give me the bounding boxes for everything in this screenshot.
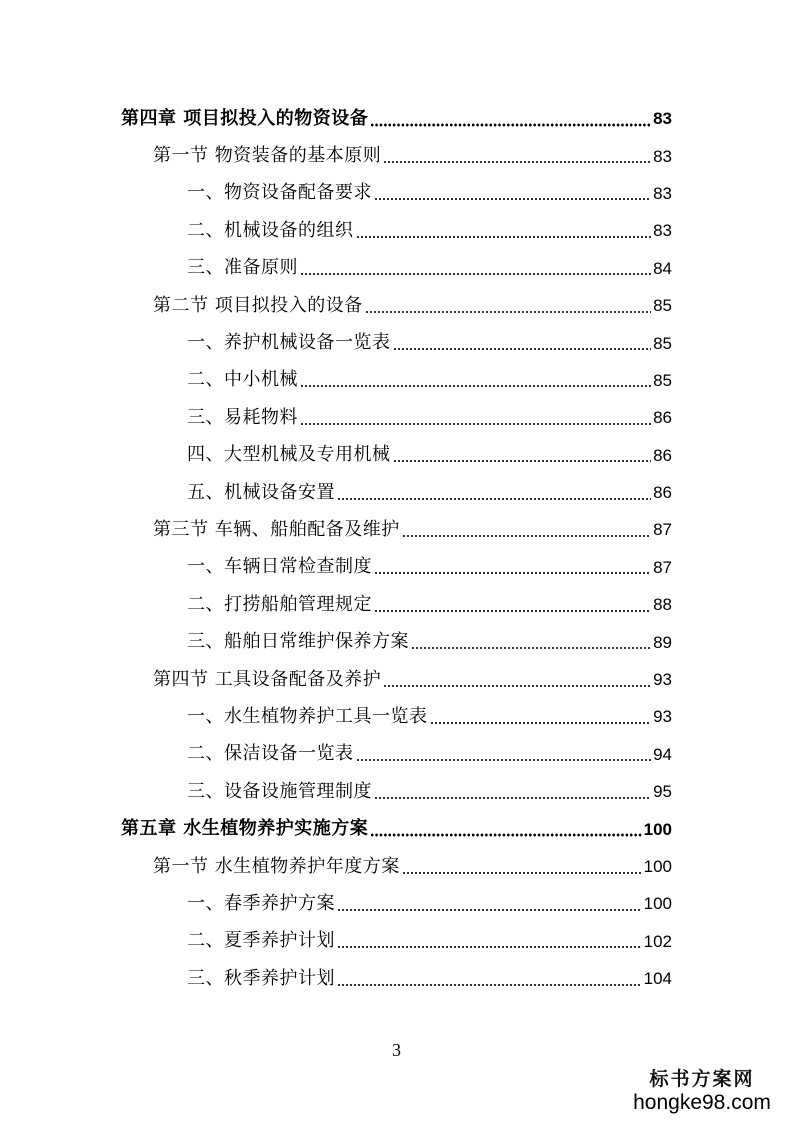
toc-entry[interactable] <box>0 698 793 735</box>
toc-entry-page: 86 <box>653 483 672 503</box>
toc-entry-title: 第一节 物资装备的基本原则 <box>153 145 382 167</box>
toc-dot-leader <box>402 871 642 875</box>
toc-entry-page: 88 <box>653 595 672 615</box>
toc-entry-page: 83 <box>653 146 672 166</box>
toc-entry[interactable] <box>0 324 793 361</box>
toc-entry[interactable] <box>0 736 793 773</box>
toc-dot-leader <box>370 833 641 837</box>
toc-entry-page: 86 <box>653 408 672 428</box>
toc-dot-leader <box>300 384 651 388</box>
toc-entry-title: 二、打捞船舶管理规定 <box>187 593 372 615</box>
toc-entry-page: 95 <box>653 782 672 802</box>
toc-entry-page: 100 <box>643 894 672 914</box>
toc-entry-title: 一、养护机械设备一览表 <box>187 332 391 354</box>
toc-dot-leader <box>393 459 652 463</box>
toc-dot-leader <box>374 197 651 201</box>
toc-dot-leader <box>300 272 651 276</box>
toc-entry[interactable] <box>0 885 793 922</box>
toc-entry[interactable] <box>0 661 793 698</box>
toc-entry-page: 85 <box>653 296 672 316</box>
toc-dot-leader <box>337 983 642 987</box>
toc-entry[interactable] <box>0 137 793 174</box>
toc-entry-page: 94 <box>653 744 672 764</box>
toc-entry-title: 第四章 项目拟投入的物资设备 <box>121 107 369 129</box>
toc-entry[interactable] <box>0 810 793 847</box>
toc-entry[interactable] <box>0 623 793 660</box>
toc-entry[interactable] <box>0 848 793 885</box>
toc-entry[interactable] <box>0 100 793 137</box>
toc-dot-leader <box>300 422 651 426</box>
toc-entry-page: 89 <box>653 632 672 652</box>
toc-entry-page: 85 <box>653 370 672 390</box>
toc-dot-leader <box>374 609 651 613</box>
toc-entry-page: 102 <box>643 931 672 951</box>
toc-entry-title: 三、设备设施管理制度 <box>187 780 372 802</box>
toc-dot-leader <box>430 721 652 725</box>
toc-entry-title: 三、船舶日常维护保养方案 <box>187 631 409 653</box>
toc-dot-leader <box>383 160 651 164</box>
toc-entry-page: 87 <box>653 557 672 577</box>
toc-entry[interactable] <box>0 586 793 623</box>
page-number: 3 <box>392 1040 401 1060</box>
toc-dot-leader <box>393 347 652 351</box>
toc-entry-title: 三、准备原则 <box>187 257 298 279</box>
toc-entry-page: 87 <box>653 520 672 540</box>
toc-entry[interactable] <box>0 399 793 436</box>
toc-entry-page: 86 <box>653 445 672 465</box>
toc-dot-leader <box>337 497 651 501</box>
toc-entry[interactable] <box>0 212 793 249</box>
toc-entry-title: 二、机械设备的组织 <box>187 219 354 241</box>
toc-dot-leader <box>337 908 642 912</box>
toc-dot-leader <box>374 571 651 575</box>
toc-entry[interactable] <box>0 474 793 511</box>
toc-entry-title: 一、春季养护方案 <box>187 892 335 914</box>
toc-dot-leader <box>411 646 651 650</box>
toc-entry-title: 二、夏季养护计划 <box>187 930 335 952</box>
table-of-contents <box>0 100 793 997</box>
toc-entry-page: 83 <box>653 109 672 129</box>
toc-entry[interactable] <box>0 250 793 287</box>
toc-entry-title: 三、秋季养护计划 <box>187 967 335 989</box>
toc-dot-leader <box>356 758 652 762</box>
toc-entry[interactable] <box>0 287 793 324</box>
toc-entry-title: 第三节 车辆、船舶配备及维护 <box>153 518 400 540</box>
watermark <box>627 1068 777 1114</box>
toc-dot-leader <box>383 684 651 688</box>
toc-entry-title: 二、保洁设备一览表 <box>187 743 354 765</box>
toc-entry[interactable] <box>0 511 793 548</box>
watermark-site-name: 标书方案网 <box>649 1068 755 1090</box>
toc-entry-title: 第一节 水生植物养护年度方案 <box>153 855 400 877</box>
toc-entry-title: 第二节 项目拟投入的设备 <box>153 294 363 316</box>
toc-entry-title: 三、易耗物料 <box>187 406 298 428</box>
toc-entry-title: 第四节 工具设备配备及养护 <box>153 668 382 690</box>
toc-entry-title: 一、水生植物养护工具一览表 <box>187 705 428 727</box>
toc-entry-page: 85 <box>653 333 672 353</box>
toc-entry-page: 93 <box>653 707 672 727</box>
toc-entry-title: 二、中小机械 <box>187 369 298 391</box>
toc-entry[interactable] <box>0 773 793 810</box>
toc-entry-title: 一、物资设备配备要求 <box>187 182 372 204</box>
toc-entry-title: 五、机械设备安置 <box>187 481 335 503</box>
toc-dot-leader <box>370 123 651 127</box>
toc-dot-leader <box>337 945 642 949</box>
toc-entry-page: 84 <box>653 258 672 278</box>
toc-entry-title: 第五章 水生植物养护实施方案 <box>121 818 369 840</box>
toc-entry-page: 100 <box>643 857 672 876</box>
toc-entry-page: 93 <box>653 670 672 690</box>
toc-entry-page: 104 <box>643 969 672 989</box>
toc-entry-page: 83 <box>653 183 672 203</box>
toc-dot-leader <box>374 796 651 800</box>
toc-entry[interactable] <box>0 960 793 997</box>
toc-dot-leader <box>402 534 651 538</box>
toc-entry-title: 一、车辆日常检查制度 <box>187 556 372 578</box>
toc-entry[interactable] <box>0 923 793 960</box>
toc-entry[interactable] <box>0 549 793 586</box>
toc-dot-leader <box>365 310 651 314</box>
toc-entry-page: 100 <box>643 819 672 839</box>
toc-entry[interactable] <box>0 437 793 474</box>
toc-dot-leader <box>356 235 652 239</box>
toc-entry[interactable] <box>0 175 793 212</box>
toc-entry[interactable] <box>0 362 793 399</box>
watermark-domain: hongke98.com <box>633 1090 771 1114</box>
toc-entry-title: 四、大型机械及专用机械 <box>187 444 391 466</box>
toc-entry-page: 83 <box>653 221 672 241</box>
